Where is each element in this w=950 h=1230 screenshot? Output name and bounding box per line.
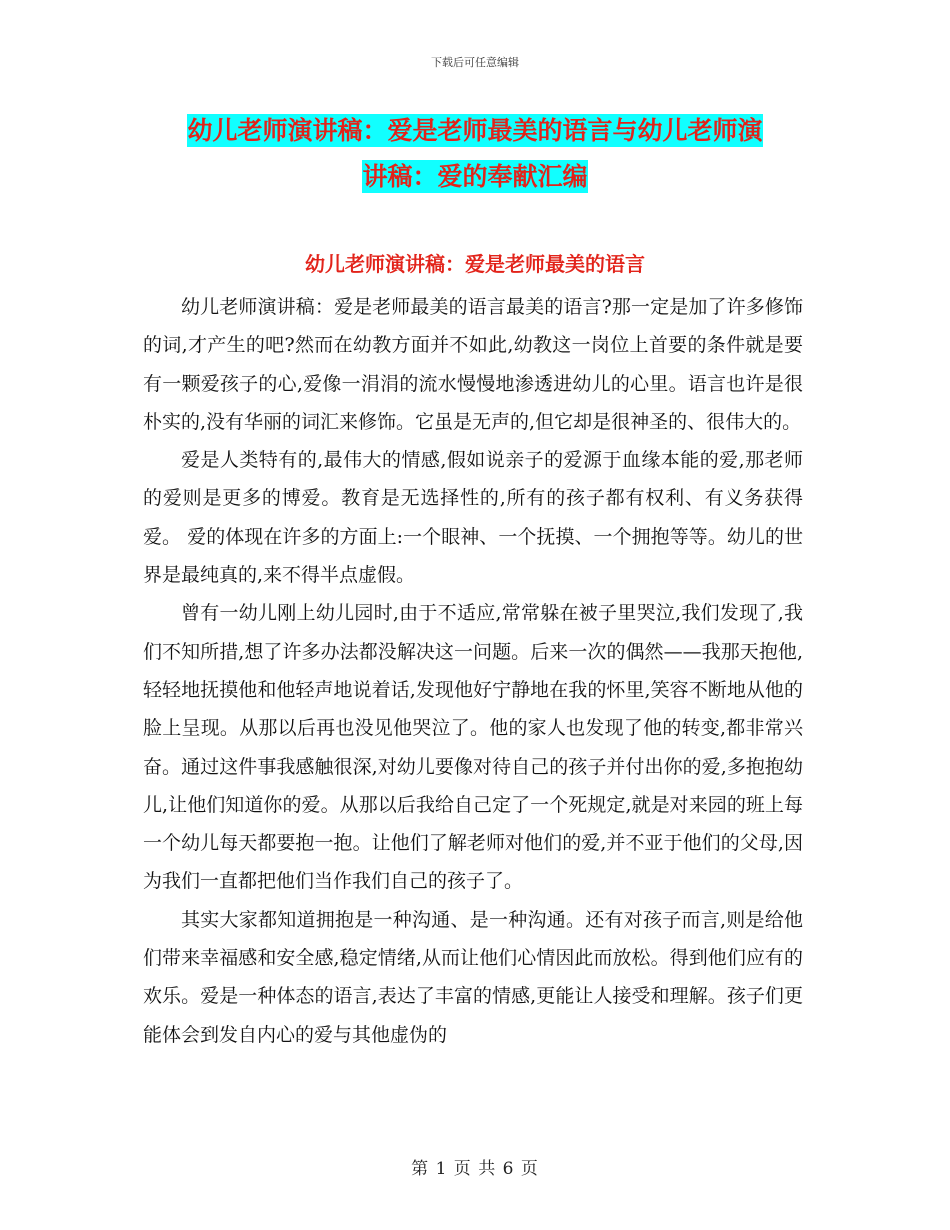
paragraph: 幼儿老师演讲稿：爱是老师最美的语言最美的语言?那一定是加了许多修饰的词,才产生的吧?然而在幼教方面并不如此,幼教这一岗位上首要的条件就是要有一颗爱孩子的心,爱像一涓涓的流水慢慢地渗透进幼儿的心里。语言也许是很朴实的,没有华丽的词汇来修饰。它虽是无声的,但它却是很神圣的、很伟大的。 [143, 296, 803, 433]
document-title-line1: 幼儿老师演讲稿：爱是老师最美的语言与幼儿老师演 [187, 116, 763, 145]
paragraph: 曾有一幼儿刚上幼儿园时,由于不适应,常常躲在被子里哭泣,我们发现了,我们不知所措,想了许多办法都没解决这一问题。后来一次的偶然——我那天抱他,轻轻地抚摸他和他轻声地说着话,发现他好宁静地在我的怀里,笑容不断地从他的脸上呈现。从那以后再也没见他哭泣了。他的家人也发现了他的转变,都非常兴奋。通过这件事我感触很深,对幼儿要像对待自己的孩子并付出你的爱,多抱抱幼儿,让他们知道你的爱。从那以后我给自己定了一个死规定,就是对来园的班上每一个幼儿每天都要抱一抱。让他们了解老师对他们的爱,并不亚于他们的父母,因为我们一直都把他们当作我们自己的孩子了。 [143, 602, 803, 893]
page-indicator: 第 1 页 共 6 页 [411, 1159, 539, 1179]
header-note: 下载后可任意编辑 [431, 56, 519, 69]
paragraph: 爱是人类特有的,最伟大的情感,假如说亲子的爱源于血缘本能的爱,那老师的爱则是更多的博爱。教育是无选择性的,所有的孩子都有权利、有义务获得爱。 爱的体现在许多的方面上:一个眼神、一个抚摸、一个拥抱等等。幼儿的世界是最纯真的,来不得半点虚假。 [143, 449, 803, 587]
document-body [143, 288, 803, 1054]
paragraph: 其实大家都知道拥抱是一种沟通、是一种沟通。还有对孩子而言,则是给他们带来幸福感和安全感,稳定情绪,从而让他们心情因此而放松。得到他们应有的欢乐。爱是一种体态的语言,表达了丰富的情感,更能让人接受和理解。孩子们更能体会到发自内心的爱与其他虚伪的 [143, 908, 803, 1046]
section-title: 幼儿老师演讲稿：爱是老师最美的语言 [305, 252, 645, 276]
document-title-line2: 讲稿：爱的奉献汇编 [362, 162, 588, 191]
document-title [145, 108, 805, 200]
